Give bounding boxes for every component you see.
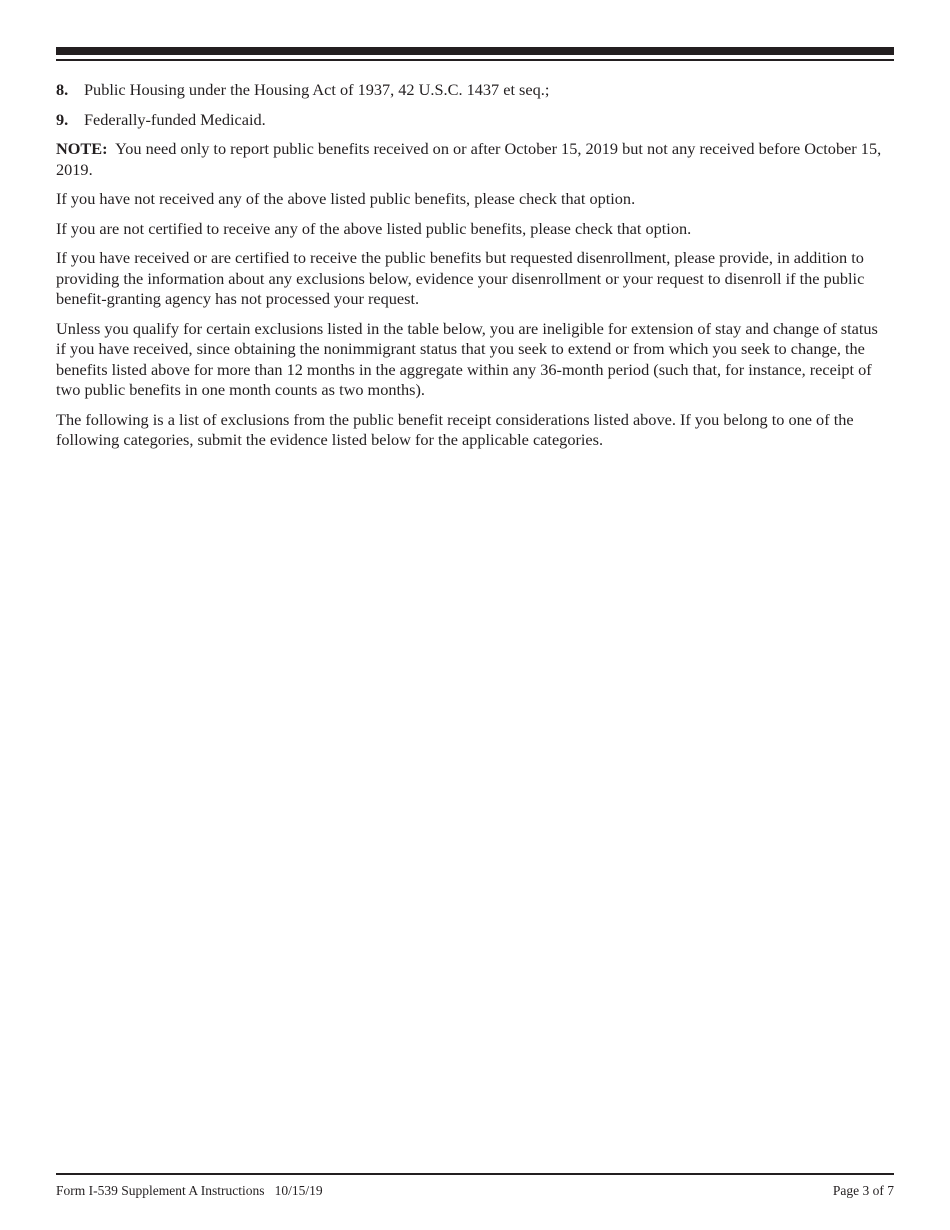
list-item-8 bbox=[56, 80, 888, 101]
paragraph-disenrollment: If you have received or are certified to receive the public benefits but requested disenrollment, please provide, in addition to providing the information about any exclusions below, evidence your disenrollment or your request to disenroll if the public benefit-granting agency has not processed your request. bbox=[56, 248, 865, 308]
list-item-text: Federally-funded Medicaid. bbox=[84, 109, 266, 129]
header-thick-rule bbox=[56, 47, 894, 55]
paragraph-not-certified: If you are not certified to receive any of the above listed public benefits, please check that option. bbox=[56, 218, 692, 238]
footer-form-name: Form I-539 Supplement A Instructions 10/15/19 bbox=[56, 1183, 323, 1198]
list-item-text: Public Housing under the Housing Act of 1937, 42 U.S.C. 1437 et seq.; bbox=[84, 80, 550, 99]
page-content bbox=[56, 80, 888, 460]
note-text: You need only to report public benefits received on or after October 15, 2019 but not any received before October 15, 2019. bbox=[56, 139, 882, 179]
footer-rule bbox=[56, 1173, 894, 1175]
paragraph-not-received: If you have not received any of the above listed public benefits, please check that option. bbox=[56, 189, 636, 208]
note-paragraph bbox=[56, 139, 888, 180]
list-item-9 bbox=[56, 110, 888, 131]
list-item-number: 8. bbox=[56, 80, 69, 99]
list-item-number: 9. bbox=[56, 109, 69, 129]
footer-page-number: Page 3 of 7 bbox=[832, 1183, 894, 1198]
paragraph-exclusions: The following is a list of exclusions from the public benefit receipt considerations listed above. If you belong to one of the following categories, submit the evidence listed below for the applicable categories. bbox=[56, 409, 854, 449]
paragraph-ineligibility: Unless you qualify for certain exclusions listed in the table below, you are ineligible for extension of stay and change of status if you have received, since obtaining the nonimmigrant status that you seek to extend or from which you seek to change, the benefits listed above for more than 12 months in the aggregate within any 36-month period (such that, for instance, receipt of two public benefits in one month counts as two months). bbox=[56, 318, 878, 399]
header-thin-rule bbox=[56, 59, 894, 61]
note-label: NOTE: bbox=[56, 139, 108, 158]
